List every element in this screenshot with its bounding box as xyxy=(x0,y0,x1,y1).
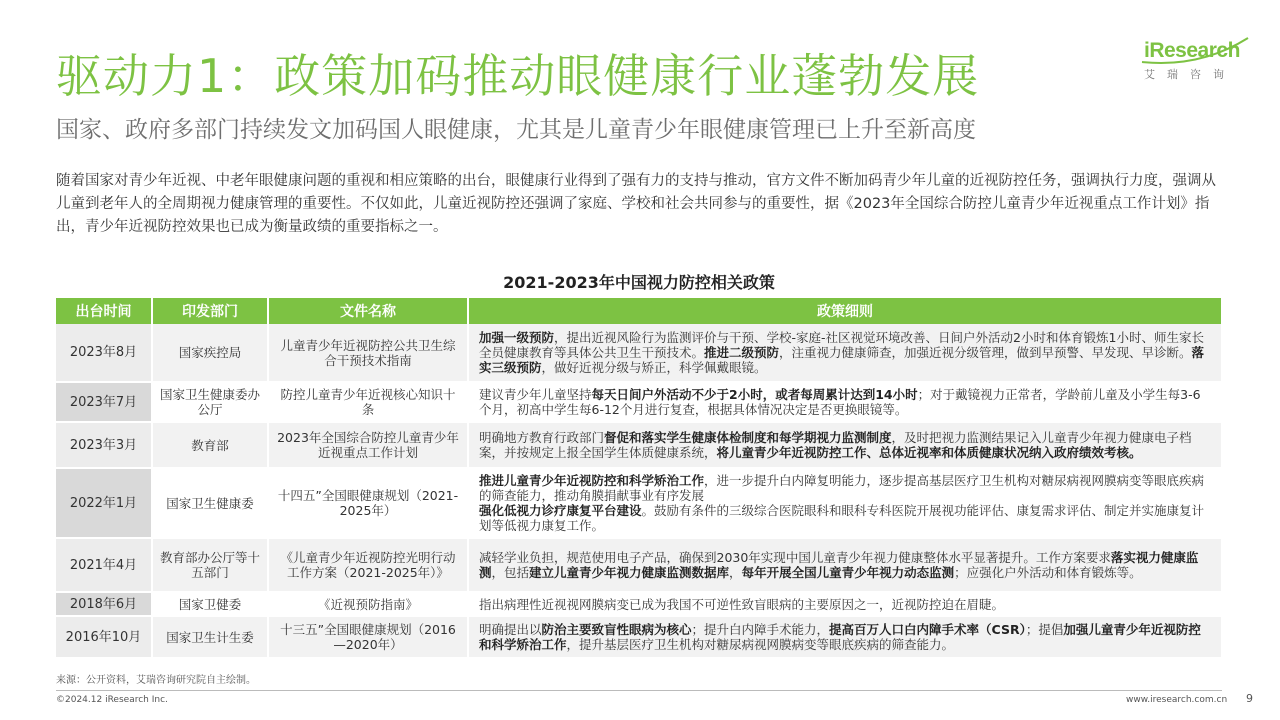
detail-text: ；提倡 xyxy=(1025,622,1064,637)
iresearch-logo xyxy=(1140,34,1252,86)
page-number: 9 xyxy=(1246,692,1253,705)
detail-emphasis: 落实视力健康监测 xyxy=(479,550,1199,580)
table-row xyxy=(56,616,1222,658)
cell-detail xyxy=(468,616,1222,658)
detail-text: 明确提出以 xyxy=(479,622,542,637)
detail-text: ，提升基层医疗卫生机构对糖尿病视网膜病变等眼底疾病的筛查能力。 xyxy=(566,637,955,652)
table-row xyxy=(56,382,1222,422)
cell-dept: 国家卫生计生委 xyxy=(152,616,268,658)
detail-emphasis: 将儿童青少年近视防控工作、总体近视率和体质健康状况纳入政府绩效考核。 xyxy=(716,445,1142,460)
header-detail: 政策细则 xyxy=(468,298,1222,324)
detail-emphasis: 落实三级预防 xyxy=(479,345,1205,375)
website-link[interactable]: www.iresearch.com.cn xyxy=(1126,695,1228,705)
detail-text: ，进一步提升白内障复明能力，逐步提高基层医疗卫生机构对糖尿病视网膜病变等眼底疾病的筛查能力，推动角膜捐献事业有序发展 xyxy=(479,473,1205,503)
cell-dept: 国家卫生健康委 xyxy=(152,468,268,538)
page-subtitle: 国家、政府多部门持续发文加码国人眼健康，尤其是儿童青少年眼健康管理已上升至新高度 xyxy=(56,117,976,143)
cell-date: 2018年6月 xyxy=(56,592,152,616)
detail-emphasis: 防治主要致盲性眼病为核心 xyxy=(541,622,692,637)
detail-text: ，做好近视分级与矫正，科学佩戴眼镜。 xyxy=(541,360,767,375)
detail-emphasis: 加强儿童青少年近视防控和科学矫治工作 xyxy=(479,622,1201,652)
detail-emphasis: 每天日间户外活动不少于2小时，或者每周累计达到14小时 xyxy=(591,387,918,402)
cell-doc: 十四五”全国眼健康规划（2021-2025年） xyxy=(268,468,468,538)
cell-doc: 《儿童青少年近视防控光明行动工作方案（2021-2025年）》 xyxy=(268,538,468,592)
detail-text: 。鼓励有条件的三级综合医院眼科和眼科专科医院开展视功能评估、康复需求评估、制定并实施康复计划等低视力康复工作。 xyxy=(479,503,1205,533)
detail-text: ， xyxy=(729,565,742,580)
cell-doc: 防控儿童青少年近视核心知识十条 xyxy=(268,382,468,422)
cell-doc: 十三五”全国眼健康规划（2016—2020年） xyxy=(268,616,468,658)
cell-dept: 教育部办公厅等十五部门 xyxy=(152,538,268,592)
header-dept: 印发部门 xyxy=(152,298,268,324)
cell-detail xyxy=(468,324,1222,382)
logo-chinese-name: 艾瑞咨询 xyxy=(1144,68,1236,81)
cell-dept: 教育部 xyxy=(152,422,268,468)
header-doc: 文件名称 xyxy=(268,298,468,324)
detail-emphasis: 强化低视力诊疗康复平台建设 xyxy=(479,503,642,518)
detail-emphasis: 推进二级预防 xyxy=(704,345,780,360)
detail-text: ，提出近视风险行为监测评价与干预、学校-家庭-社区视觉环境改善、日间户外活动2小时和体育锻炼1小时、师生家长全员健康教育等具体公共卫生干预技术。 xyxy=(479,330,1204,360)
detail-emphasis: 加强一级预防 xyxy=(479,330,555,345)
cell-date: 2022年1月 xyxy=(56,468,152,538)
table-row xyxy=(56,422,1222,468)
cell-date: 2021年4月 xyxy=(56,538,152,592)
detail-text: ；提升白内障手术能力， xyxy=(691,622,830,637)
cell-detail xyxy=(468,468,1222,538)
header-date: 出台时间 xyxy=(56,298,152,324)
detail-text: 减轻学业负担，规范使用电子产品，确保到2030年实现中国儿童青少年视力健康整体水平显著提升。工作方案要求 xyxy=(479,550,1111,565)
table-row xyxy=(56,592,1222,616)
detail-text: 建议青少年儿童坚持 xyxy=(479,387,592,402)
cell-date: 2023年8月 xyxy=(56,324,152,382)
detail-emphasis: 提高百万人口白内障手术率（CSR） xyxy=(829,622,1026,637)
page-title: 驱动力1：政策加码推动眼健康行业蓬勃发展 xyxy=(56,49,980,103)
detail-emphasis: 建立儿童青少年视力健康监测数据库 xyxy=(529,565,730,580)
cell-dept: 国家卫生健康委办公厅 xyxy=(152,382,268,422)
logo-wordmark: iResearch xyxy=(1144,39,1240,62)
copyright: ©2024.12 iResearch Inc. xyxy=(56,695,168,705)
detail-text: ，包括 xyxy=(491,565,530,580)
policy-table xyxy=(56,298,1223,659)
cell-dept: 国家疾控局 xyxy=(152,324,268,382)
table-row xyxy=(56,538,1222,592)
policy-table-body xyxy=(56,324,1222,658)
detail-text: ，及时把视力监测结果记入儿童青少年视力健康电子档案，并按规定上报全国学生体质健康系统， xyxy=(479,430,1192,460)
cell-detail xyxy=(468,422,1222,468)
cell-doc: 儿童青少年近视防控公共卫生综合干预技术指南 xyxy=(268,324,468,382)
cell-dept: 国家卫健委 xyxy=(152,592,268,616)
cell-detail xyxy=(468,592,1222,616)
footer-divider xyxy=(56,690,1222,691)
detail-emphasis: 每年开展全国儿童青少年视力动态监测 xyxy=(741,565,955,580)
table-row xyxy=(56,468,1222,538)
detail-text: ；应强化户外活动和体育锻炼等。 xyxy=(954,565,1142,580)
cell-date: 2016年10月 xyxy=(56,616,152,658)
detail-text: 指出病理性近视视网膜病变已成为我国不可逆性致盲眼病的主要原因之一，近视防控迫在眉睫。 xyxy=(479,596,1005,612)
cell-detail xyxy=(468,538,1222,592)
cell-date: 2023年3月 xyxy=(56,422,152,468)
detail-text: ；对于戴镜视力正常者，学龄前儿童及小学生每3-6个月，初高中学生每6-12个月进行复查，根据具体情况决定是否更换眼镜等。 xyxy=(479,387,1201,417)
detail-emphasis: 督促和落实学生健康体检制度和每学期视力监测制度 xyxy=(604,430,892,445)
table-row xyxy=(56,324,1222,382)
source-note: 来源：公开资料，艾瑞咨询研究院自主绘制。 xyxy=(56,675,256,686)
detail-text: 明确地方教育行政部门 xyxy=(479,430,605,445)
intro-paragraph: 随着国家对青少年近视、中老年眼健康问题的重视和相应策略的出台，眼健康行业得到了强有力的支持与推动，官方文件不断加码青少年儿童的近视防控任务，强调执行力度，强调从儿童到老年人的全周期视力健康管理的重要性。不仅如此，儿童近视防控还强调了家庭、学校和社会共同参与的重要性，据《2023年全国综合防控儿童青少年近视重点工作计划》指出，青少年近视防控效果也已成为衡量政绩的重要指标之一。 xyxy=(56,173,1216,235)
table-header-row xyxy=(56,298,1222,324)
cell-detail xyxy=(468,382,1222,422)
detail-emphasis: 推进儿童青少年近视防控和科学矫治工作 xyxy=(479,473,705,488)
detail-text: ，注重视力健康筛查，加强近视分级管理，做到早预警、早发现、早诊断。 xyxy=(779,345,1192,360)
cell-doc: 《近视预防指南》 xyxy=(268,592,468,616)
cell-date: 2023年7月 xyxy=(56,382,152,422)
cell-doc: 2023年全国综合防控儿童青少年近视重点工作计划 xyxy=(268,422,468,468)
table-caption: 2021-2023年中国视力防控相关政策 xyxy=(503,273,775,292)
